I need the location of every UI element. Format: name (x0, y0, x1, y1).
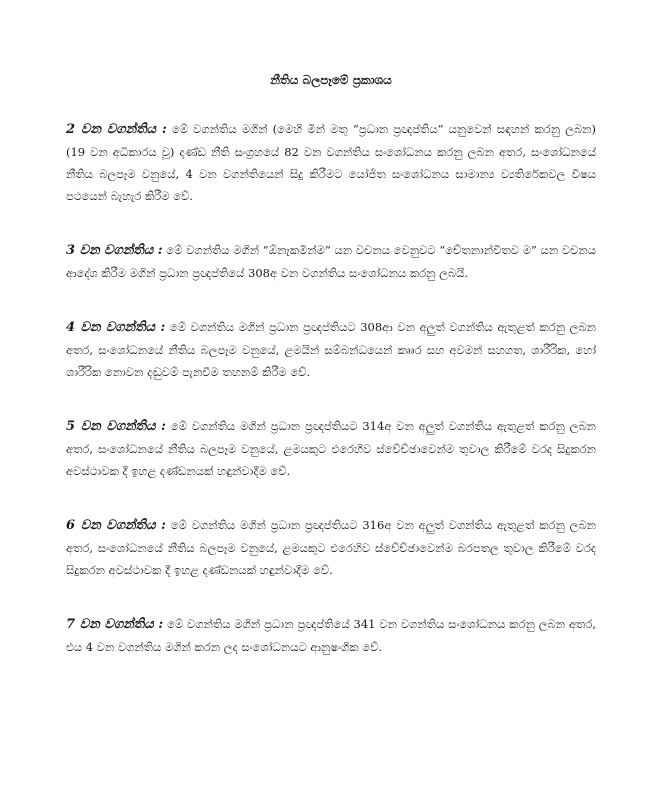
section-body: මේ වගන්තිය මගින් (මෙහි මින් මතු “ප්‍රධාන ප්‍රඥප්තිය” යනුවෙන් සඳහන් කරනු ලබන) (19 වන අධිකාරය වූ) දණ්ඩ නීති සංග්‍රහයේ 82 වන වගන්තිය සංශෝධනය කරනු ලබන අතර, සංශෝධනයේ නීතිය බලපෑම වනුයේ, 4 වන වගන්තියෙන් සිදු කිරීමට යෝජිත සංශෝධනය සාමාන්‍ය ව්‍යතිරේකවල විෂය පථයෙන් බැහැර කිරීම වේ. (66, 122, 597, 203)
section-heading: 5 වන වගන්තිය : (66, 419, 166, 434)
section-heading: 6 වන වගන්තිය : (66, 518, 166, 533)
section-heading: 2 වන වගන්තිය : (66, 122, 167, 137)
document-title: නීතිය බලපෑමේ ප්‍රකාශය (270, 73, 392, 87)
section-body: මේ වගන්තිය මගින් ප්‍රධාන ප්‍රඥප්තියේ 341 වන වගන්තිය සංශෝධනය කරනු ලබන අතර, එය 4 වන වගන්තිය මගින් කරන ලද සංශෝධනයට ආනුෂංගික වේ. (66, 617, 597, 654)
section-body: මේ වගන්තිය මගින් ප්‍රධාන ප්‍රඥප්තියට 316අ වන අලුත් වගන්තිය ඇතුළත් කරනු ලබන අතර, සංශෝධනයේ නීතිය බලපෑම වනුයේ, ළමයකුට එරෙහිව ස්වේච්ඡාවෙන්ම බරපතල තුවාල කිරීමේ වරද සිදුකරන අවස්ථාවක දී ඉහළ දණ්ඩනයක් හඳුන්වාදීම වේ. (66, 518, 597, 577)
section-body: මේ වගන්තිය මගින් ප්‍රධාන ප්‍රඥප්තියට 314අ වන අලුත් වගන්තිය ඇතුළත් කරනු ලබන අතර, සංශෝධනයේ නීතිය බලපෑම වනුයේ, ළමයකුට එරෙහිව ස්වේච්ඡාවෙන්ම තුවාල කිරීමේ වරද සිදුකරන අවස්ථාවක දී ඉහළ දණ්ඩනයක් හඳුන්වාදීම වේ. (66, 419, 597, 478)
document-page (66, 70, 596, 690)
section-heading: 7 වන වගන්තිය : (66, 617, 164, 632)
section-heading: 4 වන වගන්තිය : (66, 320, 166, 335)
section-clause-2 (66, 118, 596, 207)
section-body: මේ වගන්තිය මගින් “ඕනෑකමින්ම” යන වචනය වෙනුවට “චේතනාන්විතව ම” යන වචනය ආදේශ කිරීම මගින් ප්‍රධාන ප්‍රඥප්තියේ 308අ වන වගන්තිය සංශෝධනය කරනු ලබයි. (66, 243, 597, 280)
section-clause-4 (66, 316, 596, 383)
section-body: මේ වගන්තිය මගින් ප්‍රධාන ප්‍රඥප්තියට 308ආ වන අලුත් වගන්තිය ඇතුළත් කරනු ලබන අතර, සංශෝධනයේ නීතිය බලපෑම වනුයේ, ළමයින් සම්බන්ධයෙන් කෲර සහ අවමන් සහගත, ශාරීරික, හෝ ශාරීරික නොවන දඬුවම් පැනවීම තහනම් කිරීම වේ. (66, 320, 596, 379)
section-clause-3 (66, 239, 596, 284)
section-clause-5 (66, 415, 596, 482)
section-heading: 3 වන වගන්තිය : (66, 243, 163, 258)
section-clause-6 (66, 514, 596, 581)
section-clause-7 (66, 613, 596, 658)
